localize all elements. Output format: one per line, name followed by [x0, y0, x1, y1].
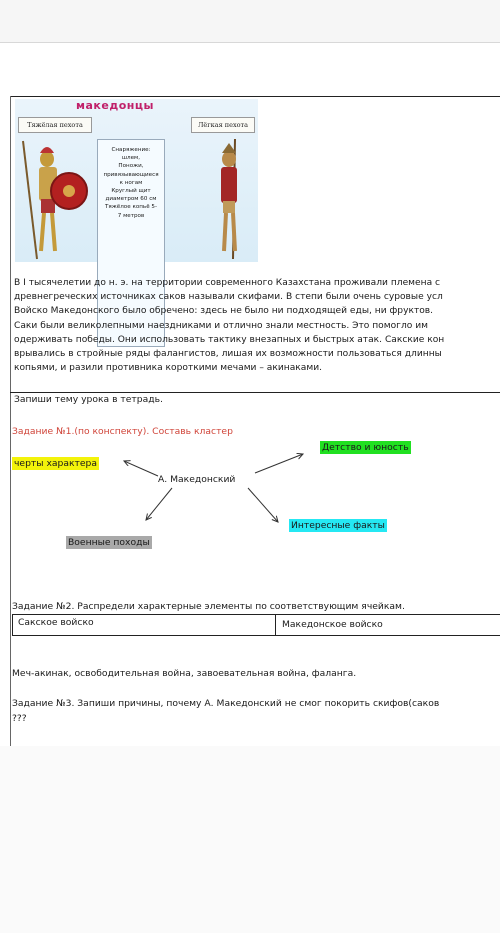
paragraph-line: врывались в стройные ряды фалангистов, лишая их возможности пользоваться длинны: [14, 348, 442, 359]
light-infantry-warrior-figure: [203, 139, 257, 261]
illustration-title: македонцы: [76, 99, 154, 112]
macedonian-army-header: Македонское войско: [282, 619, 383, 630]
light-infantry-label: Лёгкая пехота: [191, 117, 255, 133]
arrow-to-campaigns: [146, 488, 172, 520]
equipment-line: шлем,: [121, 155, 141, 162]
task2-column-divider: [275, 614, 276, 635]
elements-list: Меч-акинак, освободительная война, завоевательная война, фаланга.: [12, 668, 357, 679]
equipment-line: Круглый щит: [111, 188, 151, 195]
campaigns-label: Военные походы: [68, 537, 150, 548]
blank-page-area: [0, 746, 500, 933]
task2-title: Задание №2. Распредели характерные элементы по соответствующим ячейкам.: [12, 601, 405, 612]
task3-placeholder: ???: [12, 713, 27, 724]
traits-label: черты характера: [14, 458, 97, 469]
equipment-line: 7 метров: [117, 212, 145, 219]
table-row-divider: [10, 392, 500, 393]
task3-title: Задание №3. Запиши причины, почему А. Македонский не смог покорить скифов(саков: [12, 698, 440, 709]
paragraph-line: одерживать победы. Они использовать тактику внезапных и быстрых атак. Сакские кон: [14, 334, 445, 345]
paragraph-line: В I тысячелетии до н. э. на территории современного Казахстана проживали племена с: [14, 278, 441, 288]
center-node: А. Македонский: [158, 474, 236, 485]
paragraph-line: Саки были великолепными наездниками и отлично знали местность. Это помогло им: [14, 320, 428, 331]
heavy-infantry-warrior-figure: [17, 139, 91, 261]
paragraph-line: Войско Македонского было обречено: здесь не было ни подходящей еды, ни фруктов.: [14, 306, 434, 317]
arrow-to-facts: [248, 488, 278, 522]
equipment-line: Снаряжение:: [111, 147, 151, 153]
arrow-to-childhood: [255, 454, 303, 473]
equipment-line: Тяжёлое копьё 5-: [104, 204, 158, 211]
equipment-line: к ногам: [119, 179, 143, 186]
facts-label: Интересные факты: [291, 520, 385, 531]
equipment-line: Поножи,: [118, 163, 144, 170]
childhood-node: [320, 442, 411, 453]
equipment-line: диаметром 60 см: [105, 196, 157, 203]
task1-title: Задание №1.(по конспекту). Составь кластер: [12, 426, 233, 437]
equipment-line: привязывающиеся: [103, 171, 159, 178]
arrow-to-traits: [124, 461, 158, 476]
paragraph-line: древнегреческих источниках саков называли скифами. В степи были очень суровые усл: [14, 292, 443, 303]
facts-node: [289, 520, 387, 531]
heavy-infantry-label: Тяжёлая пехота: [18, 117, 92, 133]
top-toolbar: [0, 0, 500, 43]
paragraph-line: копьями, и разили противника короткими мечами – акинаками.: [14, 363, 323, 374]
childhood-label: Детство и юность: [322, 442, 409, 453]
saka-army-header: Сакское войско: [18, 617, 94, 628]
traits-node: [12, 458, 99, 469]
history-paragraph: [14, 276, 500, 375]
table-left-column-rule: [10, 96, 11, 746]
campaigns-node: [66, 537, 152, 548]
macedonians-illustration: [15, 99, 258, 262]
instruction-text: Запиши тему урока в тетрадь.: [14, 394, 163, 405]
